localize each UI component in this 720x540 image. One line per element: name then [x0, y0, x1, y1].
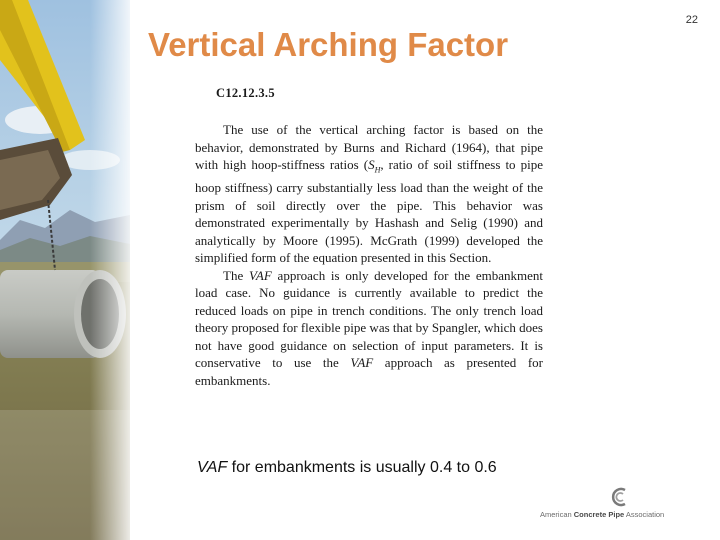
paragraph-2-part-2: approach is only developed for the embankment load case. No guidance is currently available to predict the reduced loads on pipe in trench conditions. The only trench load theory proposed for flexible pipe was that by Spangler, which does not have good guidance on selection of input parameters. It is conservative to use the: [195, 267, 543, 371]
logo-prefix: American: [540, 510, 574, 519]
caption-term: VAF: [197, 459, 228, 476]
paragraph-1-part-2: , ratio of soil stiffness to pipe hoop stiffness) carry substantially less load than the weight of the prism of soil directly over the pipe. This behavior was demonstrated experimentally by Hashash and Selig (1990) and analytically by Moore (1995). McGrath (1999) developed the simplified form of the equation presented in this Section.: [195, 157, 543, 266]
paragraph-2-part-1: The: [223, 267, 249, 283]
slide-number: 22: [685, 14, 698, 26]
acpa-logo: [540, 486, 700, 522]
slide-title: Vertical Arching Factor: [148, 26, 509, 63]
logo-wordmark: [540, 510, 664, 519]
hoop-stiffness-subscript: H: [374, 165, 381, 175]
commentary-paragraph-2: [195, 267, 543, 390]
section-code: C12.12.3.5: [216, 86, 275, 100]
vaf-term-1: VAF: [248, 267, 272, 283]
logo-bold: Concrete Pipe: [573, 510, 625, 519]
hoop-stiffness-symbol: S: [368, 157, 375, 172]
acpa-logo-mark-icon: [610, 486, 632, 508]
caption-text: for embankments is usually 0.4 to 0.6: [227, 459, 497, 476]
logo-suffix: Association: [624, 510, 665, 519]
vaf-term-2: VAF: [350, 355, 374, 371]
excavator-pipe-photo: [0, 0, 130, 540]
code-commentary-excerpt: [195, 86, 543, 389]
paragraph-2-part-3: approach as presented for embankments.: [195, 355, 543, 388]
paragraph-1-part-1: The use of the vertical arching factor is based on the behavior, demonstrated by Burns and Richard (1964), that pipe with high hoop-stiffness ratios (: [195, 122, 543, 172]
vaf-caption: [197, 459, 497, 477]
commentary-paragraph-1: [195, 121, 543, 267]
